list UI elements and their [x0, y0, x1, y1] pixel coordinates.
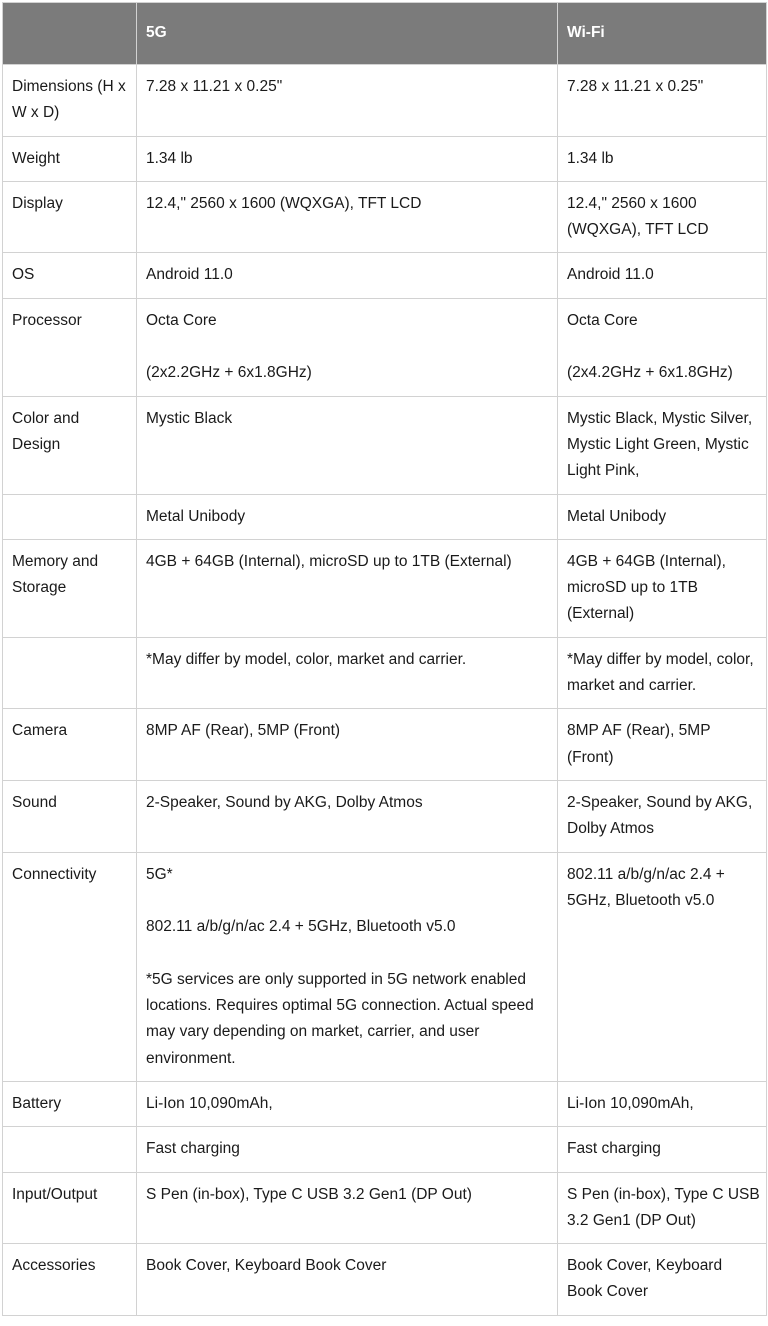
- table-row: [3, 539, 767, 637]
- spec-comparison-table: [2, 2, 767, 1316]
- row-label: Input/Output: [3, 1172, 137, 1244]
- value-wifi: 8MP AF (Rear), 5MP (Front): [558, 709, 767, 781]
- row-label: Display: [3, 181, 137, 253]
- value-wifi: Fast charging: [558, 1127, 767, 1172]
- value-wifi: 802.11 a/b/g/n/ac 2.4 + 5GHz, Bluetooth v5.0: [558, 852, 767, 1081]
- row-label: [3, 637, 137, 709]
- row-label: Color and Design: [3, 396, 137, 494]
- row-label: [3, 1127, 137, 1172]
- value-5g: Fast charging: [137, 1127, 558, 1172]
- value-wifi: 1.34 lb: [558, 136, 767, 181]
- table-row: [3, 780, 767, 852]
- table-row: [3, 1172, 767, 1244]
- row-label: OS: [3, 253, 137, 298]
- row-label: Processor: [3, 298, 137, 396]
- value-5g: Mystic Black: [137, 396, 558, 494]
- value-wifi: Mystic Black, Mystic Silver, Mystic Light Green, Mystic Light Pink,: [558, 396, 767, 494]
- table-row: [3, 396, 767, 494]
- value-5g: *May differ by model, color, market and carrier.: [137, 637, 558, 709]
- table-row: [3, 1127, 767, 1172]
- table-body: [3, 65, 767, 1316]
- header-wifi: Wi-Fi: [558, 3, 767, 65]
- table-row: [3, 1244, 767, 1316]
- value-wifi: 4GB + 64GB (Internal), microSD up to 1TB (External): [558, 539, 767, 637]
- row-label: Dimensions (H x W x D): [3, 65, 137, 137]
- value-5g: 4GB + 64GB (Internal), microSD up to 1TB (External): [137, 539, 558, 637]
- row-label: Weight: [3, 136, 137, 181]
- header-label-cell: [3, 3, 137, 65]
- value-5g: Metal Unibody: [137, 494, 558, 539]
- row-label: Connectivity: [3, 852, 137, 1081]
- value-5g: S Pen (in-box), Type C USB 3.2 Gen1 (DP Out): [137, 1172, 558, 1244]
- value-wifi: Android 11.0: [558, 253, 767, 298]
- value-wifi: 12.4," 2560 x 1600 (WQXGA), TFT LCD: [558, 181, 767, 253]
- row-label: Camera: [3, 709, 137, 781]
- table-row: [3, 65, 767, 137]
- header-5g: 5G: [137, 3, 558, 65]
- value-wifi: Li-Ion 10,090mAh,: [558, 1081, 767, 1126]
- table-row: [3, 1081, 767, 1126]
- row-label: Sound: [3, 780, 137, 852]
- value-5g: 2-Speaker, Sound by AKG, Dolby Atmos: [137, 780, 558, 852]
- table-row: [3, 181, 767, 253]
- table-row: [3, 253, 767, 298]
- value-5g: Li-Ion 10,090mAh,: [137, 1081, 558, 1126]
- table-row: [3, 298, 767, 396]
- value-wifi: 7.28 x 11.21 x 0.25": [558, 65, 767, 137]
- value-5g: 5G* 802.11 a/b/g/n/ac 2.4 + 5GHz, Bluetooth v5.0 *5G services are only supported in 5G network enabled locations. Requires optimal 5G connection. Actual speed may vary depending on market, carrier, and user environment.: [137, 852, 558, 1081]
- value-5g: Book Cover, Keyboard Book Cover: [137, 1244, 558, 1316]
- value-wifi: S Pen (in-box), Type C USB 3.2 Gen1 (DP Out): [558, 1172, 767, 1244]
- value-5g: 7.28 x 11.21 x 0.25": [137, 65, 558, 137]
- value-5g: 12.4," 2560 x 1600 (WQXGA), TFT LCD: [137, 181, 558, 253]
- table-header: [3, 3, 767, 65]
- table-row: [3, 494, 767, 539]
- value-5g: Octa Core (2x2.2GHz + 6x1.8GHz): [137, 298, 558, 396]
- value-5g: 8MP AF (Rear), 5MP (Front): [137, 709, 558, 781]
- row-label: Accessories: [3, 1244, 137, 1316]
- value-5g: 1.34 lb: [137, 136, 558, 181]
- table-row: [3, 136, 767, 181]
- table-row: [3, 852, 767, 1081]
- value-wifi: 2-Speaker, Sound by AKG, Dolby Atmos: [558, 780, 767, 852]
- value-wifi: Book Cover, Keyboard Book Cover: [558, 1244, 767, 1316]
- value-wifi: Metal Unibody: [558, 494, 767, 539]
- value-wifi: Octa Core (2x4.2GHz + 6x1.8GHz): [558, 298, 767, 396]
- row-label: Memory and Storage: [3, 539, 137, 637]
- table-row: [3, 709, 767, 781]
- value-5g: Android 11.0: [137, 253, 558, 298]
- value-wifi: *May differ by model, color, market and carrier.: [558, 637, 767, 709]
- table-row: [3, 637, 767, 709]
- row-label: Battery: [3, 1081, 137, 1126]
- header-row: [3, 3, 767, 65]
- row-label: [3, 494, 137, 539]
